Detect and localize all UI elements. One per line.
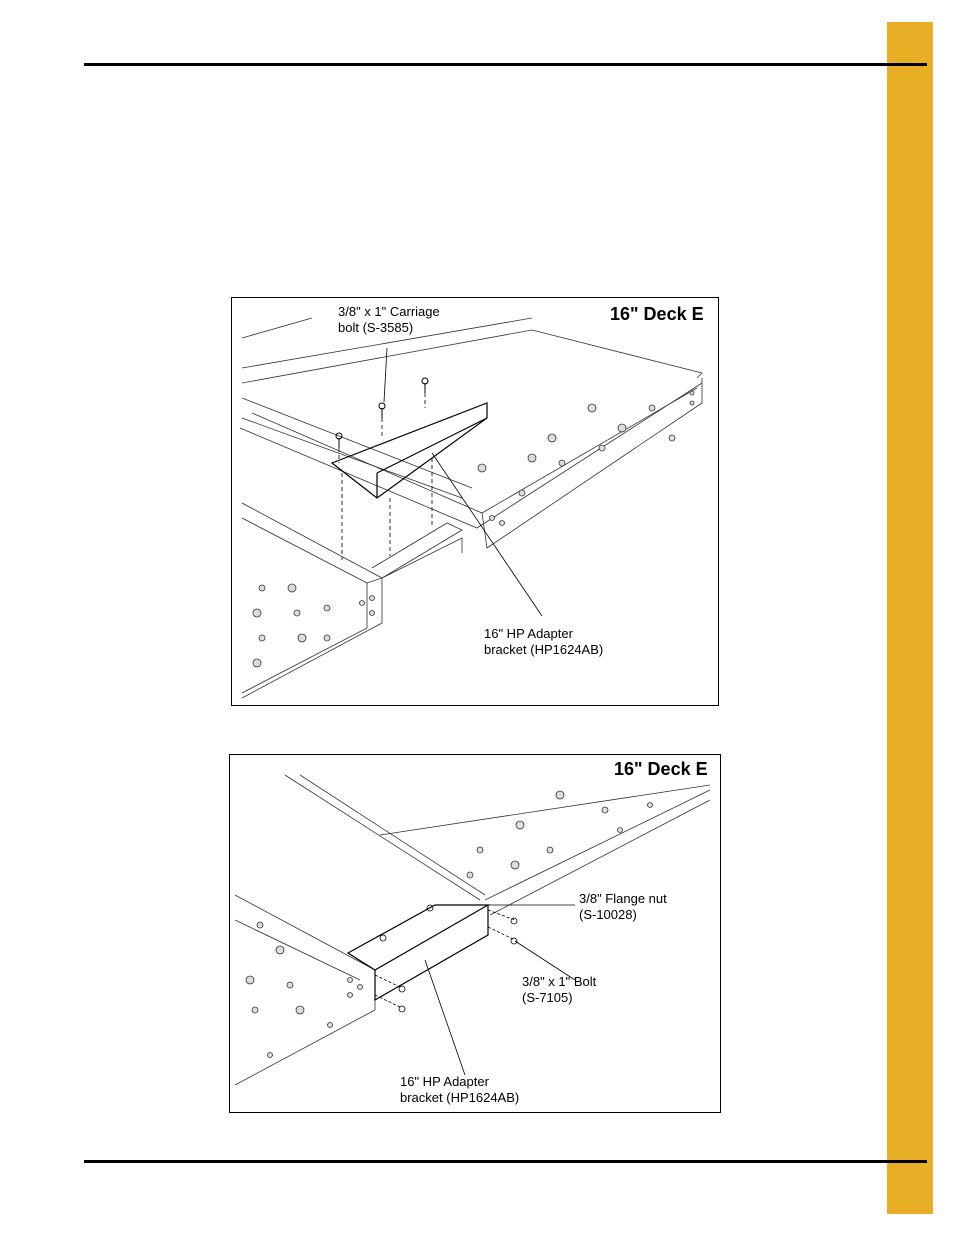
- callout-line: (S-10028): [579, 907, 637, 922]
- callout-carriage-bolt: [338, 304, 440, 336]
- callout-line: bracket (HP1624AB): [400, 1090, 520, 1105]
- figure-deck-e-bracket-install: [231, 297, 719, 706]
- figure-title: 16" Deck E: [614, 759, 708, 779]
- callout-line: 3/8" x 1" Carriage: [338, 304, 440, 319]
- callout-line: (S-7105): [522, 990, 573, 1005]
- callout-flange-nut: [579, 891, 667, 923]
- figure-deck-e-bracket-secured: [229, 754, 721, 1113]
- callout-adapter-bracket: [400, 1074, 519, 1106]
- figure-title: 16" Deck E: [610, 304, 704, 324]
- header-rule: [84, 63, 927, 66]
- callout-line: 3/8" Flange nut: [579, 891, 667, 906]
- callout-line: 3/8" x 1" Bolt: [522, 974, 597, 989]
- callout-adapter-bracket: [484, 626, 603, 658]
- callout-line: bolt (S-3585): [338, 320, 414, 335]
- callout-line: bracket (HP1624AB): [484, 642, 604, 657]
- callout-line: 16" HP Adapter: [400, 1074, 489, 1089]
- deck-drawing-1: [232, 298, 718, 705]
- chapter-side-tab: [887, 22, 933, 1214]
- callout-line: 16" HP Adapter: [484, 626, 573, 641]
- callout-bolt: [522, 974, 596, 1006]
- deck-drawing-2: [230, 755, 720, 1112]
- footer-rule: [84, 1160, 927, 1163]
